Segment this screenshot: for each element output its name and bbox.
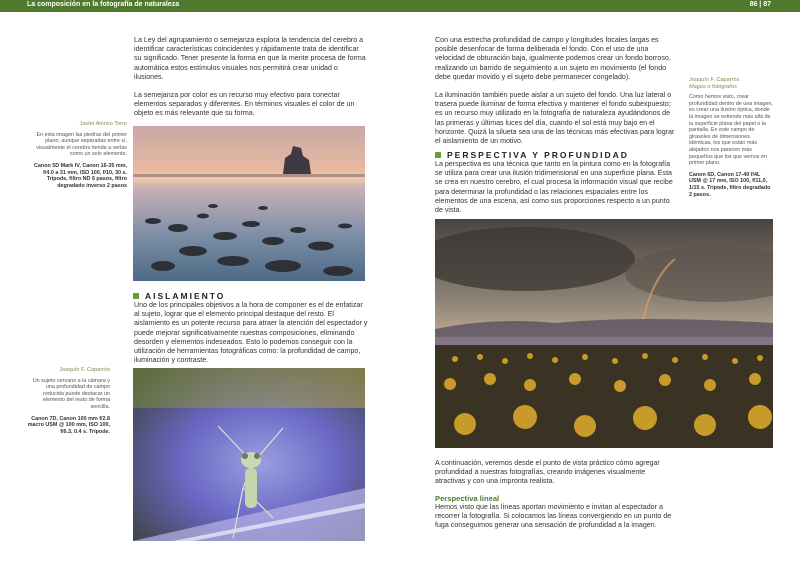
caption-description: En esta imagen las piedras del primer plano, aunque separadas entre sí, visualmente el cerebro tiende a verlas como un solo elemento. [36,131,127,158]
caption-author-credit: Magos o fotógrafos [689,83,737,90]
intro-paragraph-2-text: La semejanza por color es un recurso muy efectivo para conectar elementos separados y diferentes. En términos visuales el color de un objeto es más relevante que su forma. [134,91,355,118]
aislamiento-heading [133,291,225,301]
caption-sunflower-photo [689,77,773,198]
perspectiva-paragraph-text: La perspectiva es una técnica que tanto en la pintura como en la fotografía se utiliza para crear una ilusión tridimensional en una superficie plana. Esta se crea en nuestro cerebro, el cual procesa la información visual que recibe para determinar la profundidad o las relaciones espaciales entre los elementos de una escena, así como sus proporciones respecto a un punto de vista. [435,160,673,215]
perspectiva-lineal-paragraph [435,503,675,531]
intro-paragraph-2 [134,91,366,119]
perspectiva-lineal-paragraph-text: Hemos visto que las líneas aportan movimiento e invitan al espectador a recorrer la fotografía. Si colocamos las líneas convergiendo en un punto de fuga conseguimos generar una sensación de profundidad a la imagen. [435,503,672,530]
perspectiva-lineal-heading: Perspectiva lineal [435,494,500,503]
sunflower-field-photo [435,219,773,448]
right-top-paragraph-2 [435,91,675,146]
perspectiva-paragraph [435,160,675,215]
lake-stones-photo [133,126,365,281]
heading-bullet-square [133,293,139,299]
caption-description: Como hemos visto, crear profundidad dentro de una imagen, es crear una ilusión óptica, donde la imagen se extiende más allá de la superficie plana del papel o la pantalla. En este campo de girasoles de dimensiones idénticas, los que están más alejados nos parecen más pequeños que los que vemos en primer plano. [689,94,773,167]
intro-paragraph-1-text: La Ley del agrupamiento o semejanza explora la tendencia del cerebro a identificar características coincidentes y rápidamente trata de identificar su significado. Tener presente la forma en que la mente procesa de forma automática estos estímulos visuales nos permitirá crear unidad o ilusiones. [134,36,366,81]
perspectiva-heading-text: PERSPECTIVA Y PROFUNDIDAD [447,150,629,160]
right-top-paragraph-1 [435,36,675,82]
page-numbers: 86 | 87 [749,1,771,8]
running-title: La composición en la fotografía de naturaleza [27,1,180,8]
aislamiento-paragraph [134,301,368,365]
intro-paragraph-1 [134,36,366,82]
caption-author: Joaquín F. Caparrós [59,367,110,373]
caption-technical-data: Canon 5D Mark IV, Canon 16-35 mm, f/4.0 a 31 mm, ISO 100, f/10, 30 s. Trípode, filtro ND 6 pasos, filtro degradado inverso 2 pasos [34,162,127,189]
mantis-photo [133,368,365,541]
caption-lake-photo [27,121,127,189]
right-top-paragraph-1-text: Con una estrecha profundidad de campo y longitudes focales largas es posible desenfocar de forma deliberada el fondo. Con el uso de una velocidad de obturación baja, igualmente podemos crear un fondo borroso, realizando un barrido de seguimiento a un sujeto en movimiento (el fondo debe quedar movido y el sujeto debe permanecer congelado). [435,36,671,81]
perspectiva-heading [435,150,629,160]
caption-author: Joaquín F. Caparrós [689,77,740,83]
continuation-paragraph [435,459,675,487]
aislamiento-paragraph-text: Uno de los principales objetivos a la hora de componer es el de enfatizar al sujeto, lograr que el elemento principal destaque del resto. El aislamiento es un potente recurso para atraer la atención del espectador y puede mejorar significativamente nuestras composiciones, eliminando desorden y elementos indeseados. Esto lo podemos conseguir con la utilización de herramientas fotográficas como: la profundidad de campo, iluminación y contraste. [134,301,368,365]
caption-author: Javier Alonso Torre [79,121,127,127]
caption-technical-data: Canon 6D, Canon 17-40 f/4L USM @ 17 mm, ISO 100, f/11,0, 1/15 s. Trípode, filtro degradado 2 pasos. [689,171,771,198]
continuation-paragraph-text: A continuación, veremos desde el punto de vista práctico cómo agregar profundidad a nuestras fotografías, creando imágenes visualmente atractivas y con una impronta realista. [435,459,660,486]
caption-description: Un sujeto cercano a la cámara y una profundidad de campo reducida puede destacar un elemento del resto de forma sencilla. [32,377,110,410]
caption-mantis-photo [27,367,110,435]
caption-technical-data: Canon 7D, Canon 100 mm f/2.8 macro USM @ 100 mm, ISO 100, f/6.3, 0.4 s. Trípode. [27,415,110,435]
aislamiento-heading-text: AISLAMIENTO [145,291,226,301]
right-top-paragraph-2-text: La iluminación también puede aislar a un sujeto del fondo. Una luz lateral o trasera puede iluminar de forma efectiva y mantener el fondo subexpuesto; es un recurso muy utilizado en la fotografía de naturaleza ayudándonos de las primeras y últimas luces del día, cuando el sol está muy bajo en el horizonte. Quizá la silueta sea una de las técnicas más efectivas para lograr el aislamiento de un motivo. [435,91,675,146]
heading-bullet-square [435,152,441,158]
